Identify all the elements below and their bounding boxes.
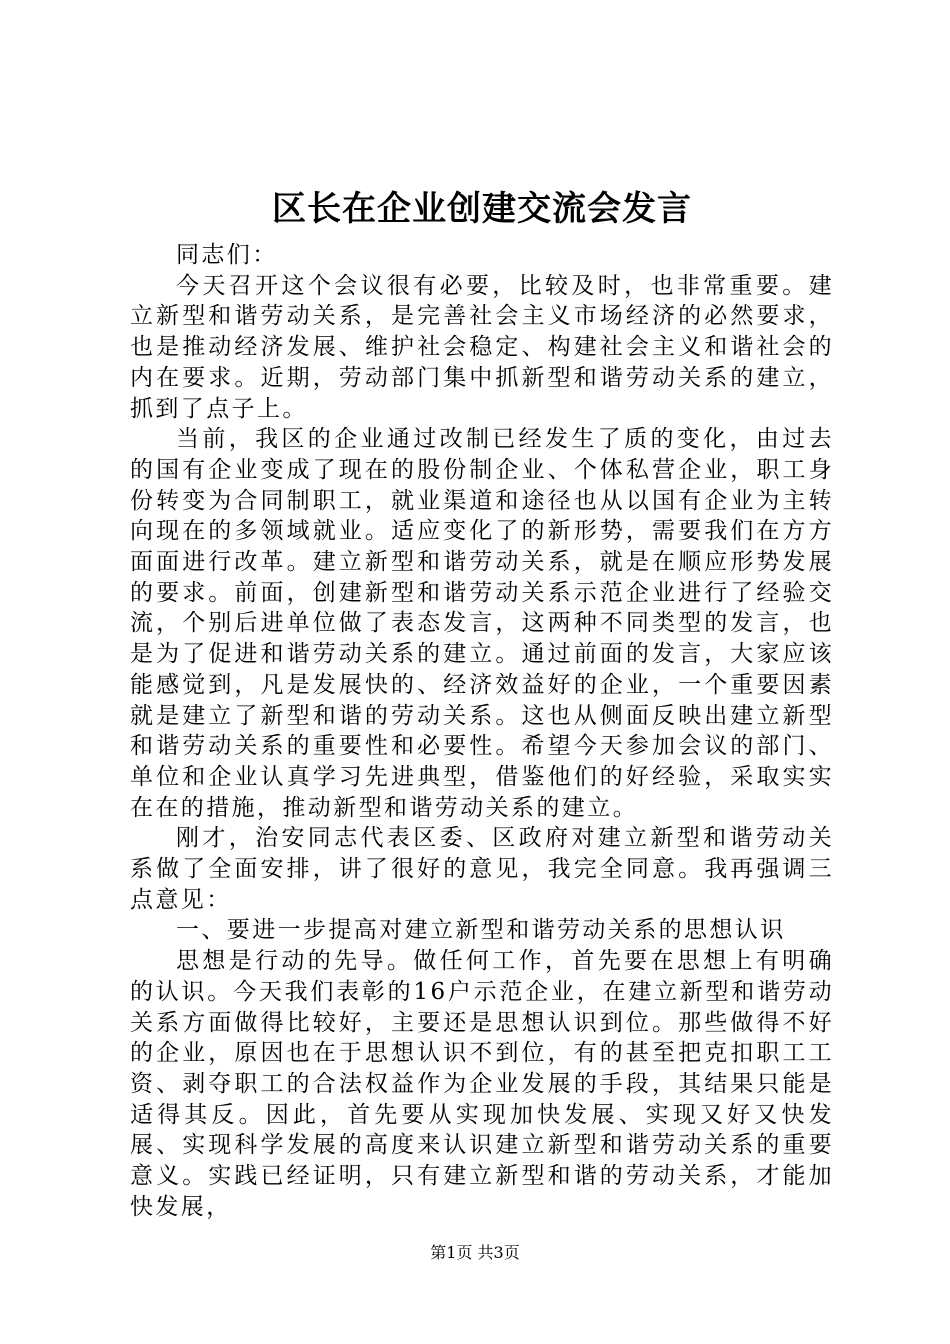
document-body [130,240,834,1223]
salutation: 同志们： [176,242,278,268]
body-paragraph: 当前，我区的企业通过改制已经发生了质的变化，由过去的国有企业变成了现在的股份制企业、个体私营企业，职工身份转变为合同制职工，就业渠道和途径也从以国有企业为主转向现在的多领域就业。适应变化了的新形势，需要我们在方方面面进行改革。建立新型和谐劳动关系，就是在顺应形势发展的要求。前面，创建新型和谐劳动关系示范企业进行了经验交流，个别后进单位做了表态发言，这两种不同类型的发言，也是为了促进和谐劳动关系的建立。通过前面的发言，大家应该能感觉到，凡是发展快的、经济效益好的企业，一个重要因素就是建立了新型和谐的劳动关系。这也从侧面反映出建立新型和谐劳动关系的重要性和必要性。希望今天参加会议的部门、单位和企业认真学习先进典型，借鉴他们的好经验，采取实实在在的措施，推动新型和谐劳动关系的建立。 [130,426,834,821]
page-number-footer: 第1页 共3页 [430,1243,520,1262]
body-paragraph: 刚才，治安同志代表区委、区政府对建立新型和谐劳动关系做了全面安排，讲了很好的意见，我完全同意。我再强调三点意见： [130,825,834,913]
section-heading: 一、要进一步提高对建立新型和谐劳动关系的思想认识 [176,917,786,944]
document-title: 区长在企业创建交流会发言 [272,189,692,229]
body-paragraph: 今天召开这个会议很有必要，比较及时，也非常重要。建立新型和谐劳动关系，是完善社会主义市场经济的必然要求，也是推动经济发展、维护社会稳定、构建社会主义和谐社会的内在要求。近期，劳动部门集中抓新型和谐劳动关系的建立，抓到了点子上。 [130,272,834,422]
document-page [130,178,834,1223]
body-paragraph: 思想是行动的先导。做任何工作，首先要在思想上有明确的认识。今天我们表彰的16户示范企业，在建立新型和谐劳动关系方面做得比较好，主要还是思想认识到位。那些做得不好的企业，原因也在于思想认识不到位，有的甚至把克扣职工工资、剥夺职工的合法权益作为企业发展的手段，其结果只能是适得其反。因此，首先要从实现加快发展、实现又好又快发展、实现科学发展的高度来认识建立新型和谐劳动关系的重要意义。实践已经证明，只有建立新型和谐的劳动关系，才能加快发展， [130,948,834,1220]
